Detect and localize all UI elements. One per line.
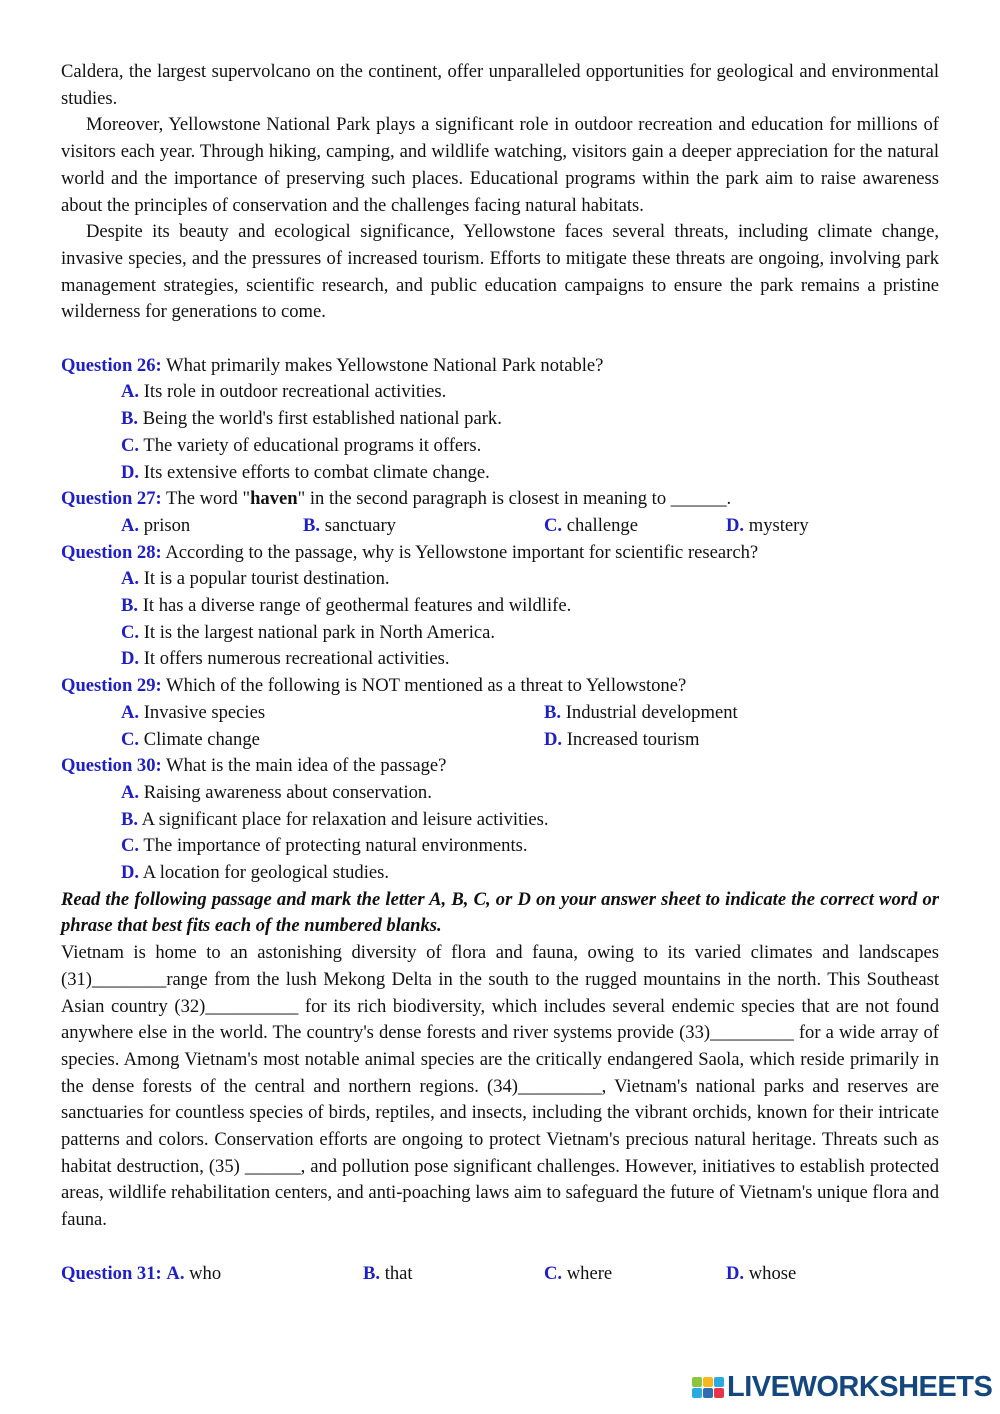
- question-stem: [61, 486, 939, 513]
- option-text[interactable]: Climate change: [139, 728, 260, 750]
- answer-option[interactable]: [544, 513, 638, 540]
- option-letter[interactable]: C.: [121, 835, 140, 857]
- answer-option[interactable]: [121, 568, 390, 589]
- option-text[interactable]: The variety of educational programs it offers.: [139, 434, 482, 456]
- option-text[interactable]: A significant place for relaxation and leisure activities.: [138, 808, 549, 830]
- option-text[interactable]: whose: [744, 1262, 797, 1284]
- option-letter[interactable]: B.: [121, 408, 139, 430]
- option-text[interactable]: who: [184, 1262, 222, 1284]
- option-text[interactable]: A location for geological studies.: [139, 862, 390, 884]
- option-text[interactable]: Raising awareness about conservation.: [139, 781, 432, 803]
- question-31: [61, 1261, 939, 1288]
- question-label: Question 27:: [61, 488, 162, 510]
- cloze-instruction: Read the following passage and mark the letter A, B, C, or D on your answer sheet to indicate the correct word or phrase that best fits each of the numbered blanks.: [61, 888, 939, 937]
- option-letter[interactable]: A.: [121, 701, 140, 723]
- option-letter[interactable]: B.: [363, 1262, 381, 1284]
- answer-option[interactable]: [121, 862, 389, 883]
- answer-option[interactable]: [121, 435, 481, 456]
- question-text: The word ": [161, 488, 251, 510]
- question-stem: [61, 753, 939, 780]
- answer-option[interactable]: [121, 622, 495, 643]
- answer-option[interactable]: [121, 408, 502, 429]
- question-label: Question 28:: [61, 541, 162, 563]
- answer-option[interactable]: [121, 727, 260, 754]
- option-text[interactable]: Invasive species: [139, 701, 266, 723]
- question-text: According to the passage, why is Yellowstone important for scientific research?: [161, 541, 759, 563]
- option-letter[interactable]: B.: [121, 595, 139, 617]
- keyword: haven: [250, 488, 298, 510]
- question-list: [61, 353, 939, 887]
- question-text: Which of the following is NOT mentioned as a threat to Yellowstone?: [161, 675, 687, 697]
- answer-option[interactable]: [121, 835, 528, 856]
- question-label: Question 29:: [61, 675, 162, 697]
- logo-text: LIVEWORKSHEETS: [727, 1371, 993, 1403]
- option-text[interactable]: where: [562, 1262, 613, 1284]
- option-letter[interactable]: A.: [121, 781, 140, 803]
- reading-passage: [61, 59, 939, 326]
- option-letter[interactable]: B.: [544, 701, 562, 723]
- passage-paragraph: Moreover, Yellowstone National Park plays a significant role in outdoor recreation and education for millions of visitors each year. Through hiking, camping, and wildlife watching, visitors gain a deeper appreciation for the natural world and the importance of preserving such places. Educational programs within the park aim to raise awareness about the principles of conservation and the challenges facing natural habitats.: [61, 114, 939, 216]
- option-text[interactable]: Industrial development: [561, 701, 738, 723]
- question-stem: [61, 353, 939, 380]
- option-letter[interactable]: C.: [544, 514, 563, 536]
- question-text: What primarily makes Yellowstone National Park notable?: [161, 354, 604, 376]
- answer-option[interactable]: [726, 513, 809, 540]
- question-label: Question 26:: [61, 354, 162, 376]
- question-label: Question 30:: [61, 755, 162, 777]
- option-letter[interactable]: C.: [121, 728, 140, 750]
- answer-option[interactable]: [544, 727, 699, 754]
- option-text[interactable]: Increased tourism: [562, 728, 700, 750]
- option-text[interactable]: It is the largest national park in North America.: [139, 621, 496, 643]
- answer-option[interactable]: [121, 381, 446, 402]
- answer-option[interactable]: [121, 700, 265, 727]
- question-stem: [61, 540, 939, 567]
- answer-option[interactable]: [303, 513, 396, 540]
- question-text: What is the main idea of the passage?: [161, 755, 447, 777]
- option-text[interactable]: prison: [139, 514, 191, 536]
- option-text[interactable]: Its role in outdoor recreational activities.: [139, 381, 447, 403]
- option-letter[interactable]: D.: [726, 1262, 745, 1284]
- option-letter[interactable]: D.: [121, 461, 140, 483]
- option-letter[interactable]: A.: [121, 381, 140, 403]
- question-label: Question 31:: [61, 1262, 162, 1284]
- option-letter[interactable]: A.: [166, 1262, 185, 1284]
- option-letter[interactable]: B.: [121, 808, 139, 830]
- passage-paragraph: Despite its beauty and ecological significance, Yellowstone faces several threats, including climate change, invasive species, and the pressures of increased tourism. Efforts to mitigate these threats are ongoing, involving park management strategies, scientific research, and public education campaigns to ensure the park remains a pristine wilderness for generations to come.: [61, 221, 939, 323]
- option-text[interactable]: The importance of protecting natural environments.: [139, 835, 528, 857]
- cloze-passage: Vietnam is home to an astonishing diversity of flora and fauna, owing to its varied climates and landscapes (31)________range from the lush Mekong Delta in the south to the rugged mountains in the north. This Southeast Asian country (32)__________ for its rich biodiversity, which includes several endemic species that are not found anywhere else in the world. The country's dense forests and river systems provide (33)_________ for a wide array of species. Among Vietnam's most notable animal species are the critically endangered Saola, which reside primarily in the dense forests of the central and northern regions. (34)_________, Vietnam's national parks and reserves are sanctuaries for countless species of birds, reptiles, and insects, including the vibrant orchids, known for their intricate patterns and colors. Conservation efforts are ongoing to protect Vietnam's precious natural heritage. Threats such as habitat destruction, (35) ______, and pollution pose significant challenges. However, initiatives to establish protected areas, wildlife rehabilitation centers, and anti-poaching laws aim to safeguard the future of Vietnam's unique flora and fauna.: [61, 942, 939, 1231]
- option-letter[interactable]: C.: [544, 1262, 563, 1284]
- option-text[interactable]: sanctuary: [320, 514, 396, 536]
- answer-option[interactable]: [121, 513, 190, 540]
- option-text[interactable]: It is a popular tourist destination.: [139, 568, 390, 590]
- option-letter[interactable]: D.: [121, 648, 140, 670]
- answer-option[interactable]: [544, 700, 738, 727]
- question-stem: [61, 673, 939, 700]
- answer-option[interactable]: [121, 462, 490, 483]
- answer-option[interactable]: [121, 809, 549, 830]
- liveworksheets-logo: [692, 1371, 993, 1403]
- option-letter[interactable]: A.: [121, 568, 140, 590]
- option-text[interactable]: mystery: [744, 514, 809, 536]
- option-text[interactable]: challenge: [562, 514, 638, 536]
- option-letter[interactable]: A.: [121, 514, 140, 536]
- answer-option[interactable]: [121, 782, 432, 803]
- option-letter[interactable]: D.: [121, 862, 140, 884]
- option-letter[interactable]: C.: [121, 621, 140, 643]
- option-text[interactable]: It offers numerous recreational activities.: [139, 648, 450, 670]
- option-text[interactable]: Its extensive efforts to combat climate change.: [139, 461, 490, 483]
- option-text[interactable]: It has a diverse range of geothermal features and wildlife.: [138, 595, 572, 617]
- passage-paragraph: Caldera, the largest supervolcano on the continent, offer unparalleled opportunities for geological and environmental studies.: [61, 61, 939, 109]
- answer-option[interactable]: [121, 595, 571, 616]
- logo-blocks-icon: [692, 1377, 724, 1398]
- option-letter[interactable]: C.: [121, 434, 140, 456]
- answer-option[interactable]: [121, 648, 450, 669]
- worksheet-page: [61, 59, 939, 1287]
- option-text[interactable]: that: [380, 1262, 413, 1284]
- question-text: " in the second paragraph is closest in meaning to ______.: [297, 488, 732, 510]
- option-letter[interactable]: B.: [303, 514, 321, 536]
- option-letter[interactable]: D.: [544, 728, 563, 750]
- option-letter[interactable]: D.: [726, 514, 745, 536]
- option-text[interactable]: Being the world's first established national park.: [138, 408, 502, 430]
